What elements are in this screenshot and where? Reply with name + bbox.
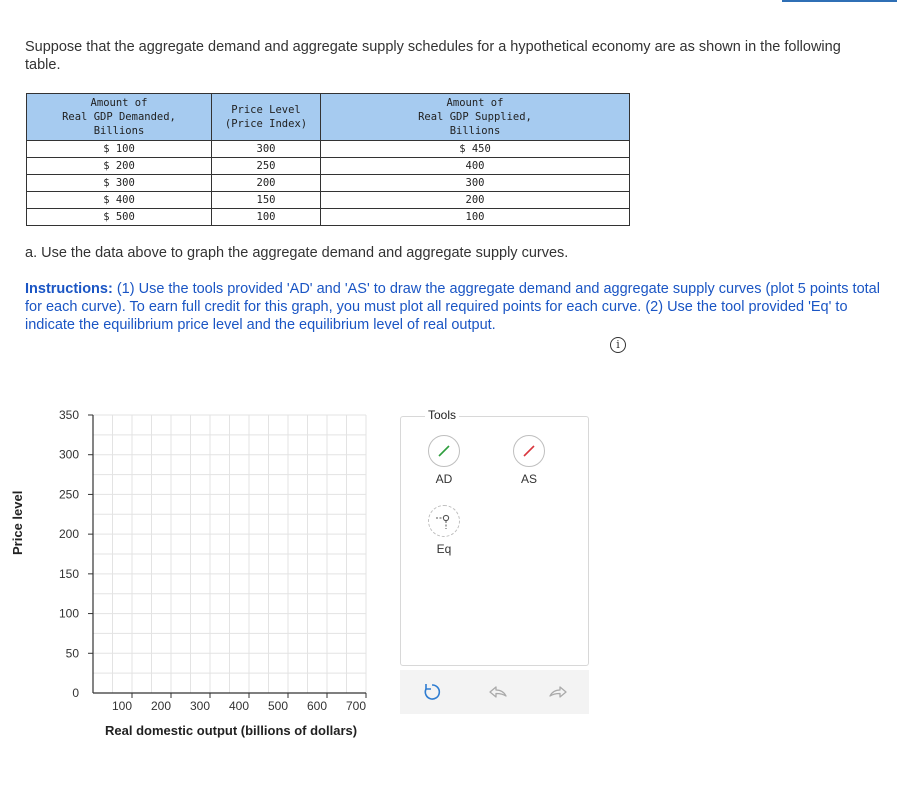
cell-price: 250 xyxy=(212,158,321,175)
question-a: a. Use the data above to graph the aggregate demand and aggregate supply curves. xyxy=(25,245,569,261)
as-tool-button[interactable] xyxy=(504,435,554,486)
intro-text: Suppose that the aggregate demand and aggregate supply schedules for a hypothetical economy are as shown in the following table. xyxy=(25,39,841,73)
x-tick-label: 700 xyxy=(345,699,367,713)
info-icon[interactable]: i xyxy=(610,337,626,353)
y-tick-label: 250 xyxy=(58,487,79,502)
cell-demanded: $ 300 xyxy=(27,175,212,192)
x-tick-label: 600 xyxy=(306,699,328,713)
tools-title: Tools xyxy=(425,408,459,422)
cell-demanded: $ 100 xyxy=(27,141,212,158)
cell-demanded: $ 200 xyxy=(27,158,212,175)
cell-price: 300 xyxy=(212,141,321,158)
x-tick-label: 100 xyxy=(111,699,133,713)
cell-supplied: $ 450 xyxy=(321,141,630,158)
cell-supplied: 300 xyxy=(321,175,630,192)
redo-icon[interactable] xyxy=(546,680,570,704)
cell-price: 200 xyxy=(212,175,321,192)
tools-panel xyxy=(400,408,589,666)
graph-controls-bar xyxy=(400,670,589,714)
x-tick-label: 400 xyxy=(228,699,250,713)
x-axis-title: Real domestic output (billions of dollars) xyxy=(105,723,358,738)
y-tick-label: 300 xyxy=(58,447,79,462)
header-demanded: Amount of Real GDP Demanded, Billions xyxy=(27,94,212,141)
ad-tool-button[interactable] xyxy=(419,435,469,486)
instructions-text: (1) Use the tools provided 'AD' and 'AS' to draw the aggregate demand and aggregate supply curves (plot 5 points total for each curve). To earn full credit for this graph, you must plot all required points for each curve. (2) Use the tool provided 'Eq' to indicate the equilibrium price level and the equilibrium level of real output. xyxy=(25,281,880,333)
cell-price: 100 xyxy=(212,209,321,226)
cell-supplied: 400 xyxy=(321,158,630,175)
instructions-label: Instructions: xyxy=(25,281,113,297)
header-supplied: Amount of Real GDP Supplied, Billions xyxy=(321,94,630,141)
ad-tool-label: AD xyxy=(435,472,453,486)
origin-label: 0 xyxy=(72,686,79,700)
y-tick-label: 50 xyxy=(65,646,79,661)
cell-demanded: $ 500 xyxy=(27,209,212,226)
eq-point-icon xyxy=(428,505,460,537)
y-tick-label: 200 xyxy=(58,527,79,542)
graph-grid xyxy=(93,415,366,693)
reset-icon[interactable] xyxy=(420,680,444,704)
x-tick-label: 200 xyxy=(150,699,172,713)
as-line-icon xyxy=(513,435,545,467)
graph-tick-labels xyxy=(59,408,366,713)
eq-tool-button[interactable] xyxy=(419,505,469,556)
eq-tool-label: Eq xyxy=(436,542,452,556)
cell-price: 150 xyxy=(212,192,321,209)
y-axis-title: Price level xyxy=(10,490,25,555)
y-tick-label: 150 xyxy=(58,566,79,581)
y-tick-label: 350 xyxy=(58,408,79,422)
cell-demanded: $ 400 xyxy=(27,192,212,209)
cell-supplied: 200 xyxy=(321,192,630,209)
undo-icon[interactable] xyxy=(486,680,510,704)
x-tick-label: 500 xyxy=(267,699,289,713)
as-tool-label: AS xyxy=(520,472,537,486)
graph-axes xyxy=(88,415,366,698)
cell-supplied: 100 xyxy=(321,209,630,226)
y-tick-label: 100 xyxy=(58,606,79,621)
x-tick-label: 300 xyxy=(189,699,211,713)
ad-line-icon xyxy=(428,435,460,467)
header-price-level: Price Level (Price Index) xyxy=(212,94,321,141)
